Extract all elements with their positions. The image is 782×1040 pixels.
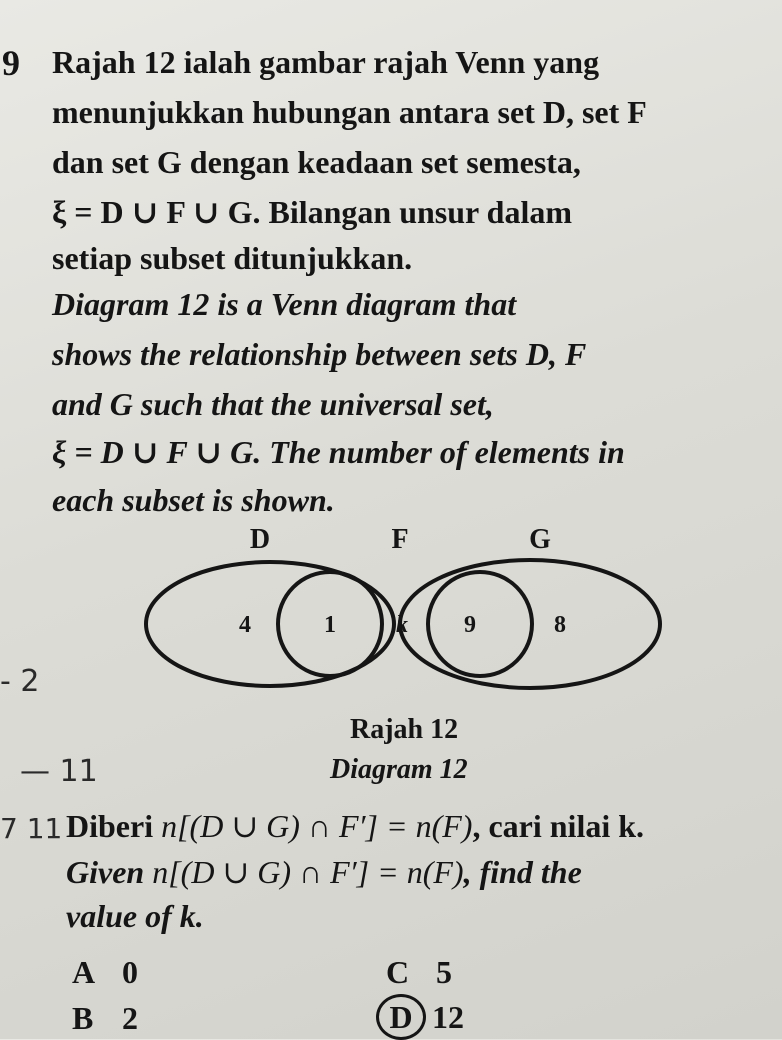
english-line-1: Diagram 12 is a Venn diagram that [52, 286, 517, 322]
malay-line-4: ξ = D ∪ F ∪ G. Bilangan unsur dalam [52, 194, 573, 230]
option-d[interactable] [376, 994, 464, 1040]
task-malay-math: n[(D ∪ G) ∩ F′] = n(F) [161, 808, 473, 844]
region-value-8: 8 [554, 612, 566, 638]
set-label-g: G [529, 524, 551, 555]
option-d-letter: D [376, 994, 426, 1040]
task-malay-suffix: , cari nilai k. [472, 808, 645, 844]
malay-line-5: setiap subset ditunjukkan. [52, 240, 413, 276]
set-inner-circle [428, 572, 532, 676]
venn-diagram [140, 520, 670, 720]
region-value-k: k [396, 612, 408, 638]
english-line-2: shows the relationship between sets D, F [52, 336, 587, 372]
option-c-value: 5 [436, 954, 452, 990]
option-b-value: 2 [122, 1000, 138, 1036]
option-b[interactable] [72, 1000, 138, 1037]
caption-malay: Rajah 12 [350, 714, 459, 745]
region-value-4: 4 [239, 612, 251, 638]
task-english [66, 856, 582, 888]
option-a[interactable] [72, 954, 138, 991]
malay-line-2: menunjukkan hubungan antara set D, set F [52, 94, 647, 130]
question-number: 9 [2, 43, 20, 83]
english-line-4: ξ = D ∪ F ∪ G. The number of elements in [52, 434, 625, 470]
task-english-line-2: value of k. [66, 898, 204, 934]
option-a-letter: A [72, 954, 96, 990]
handwritten-note-1: - 2 [0, 664, 40, 699]
handwritten-note-3: 7 11 [0, 812, 63, 845]
malay-line-1: Rajah 12 ialah gambar rajah Venn yang [52, 44, 600, 80]
option-b-letter: B [72, 1000, 94, 1036]
task-english-math: n[(D ∪ G) ∩ F′] = n(F) [152, 854, 464, 890]
region-value-9: 9 [464, 612, 476, 638]
malay-line-3: dan set G dengan keadaan set semesta, [52, 144, 581, 180]
region-value-1: 1 [324, 612, 336, 638]
option-d-value: 12 [432, 999, 464, 1035]
task-english-prefix: Given [66, 854, 153, 890]
task-english-suffix: , find the [463, 854, 582, 890]
set-label-d: D [249, 524, 271, 555]
caption-english: Diagram 12 [330, 754, 468, 785]
option-a-value: 0 [122, 954, 138, 990]
task-malay [66, 810, 644, 842]
option-c[interactable] [386, 954, 452, 991]
task-malay-prefix: Diberi [66, 808, 162, 844]
option-c-letter: C [386, 954, 410, 990]
english-line-5: each subset is shown. [52, 482, 335, 518]
english-line-3: and G such that the universal set, [52, 386, 494, 422]
handwritten-note-2: — 11 [20, 754, 98, 789]
set-label-f: F [391, 524, 409, 555]
